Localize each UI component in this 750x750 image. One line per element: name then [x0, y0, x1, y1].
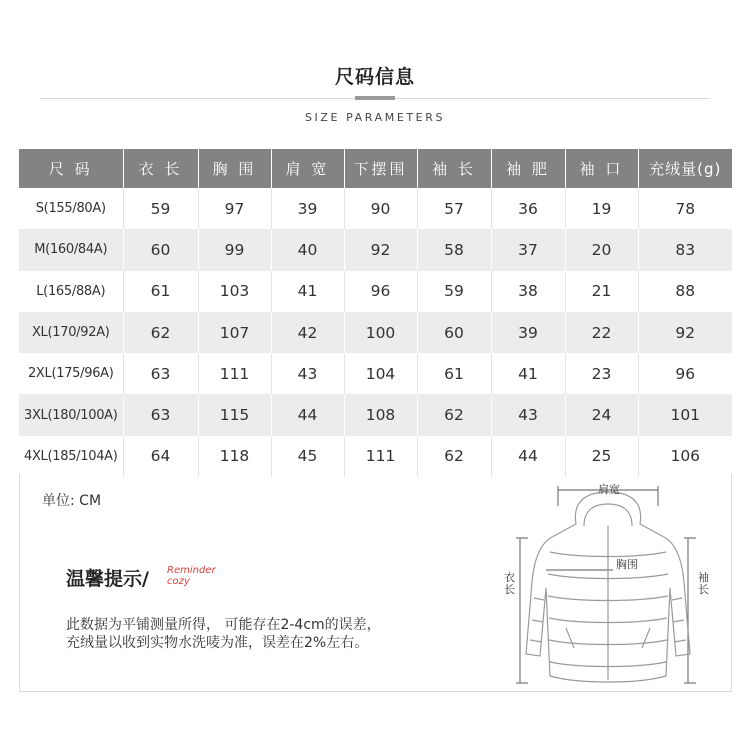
- measurement-cell: 42: [271, 312, 344, 353]
- table-body: [19, 188, 732, 477]
- table-row: [19, 353, 732, 394]
- table-row: [19, 229, 732, 270]
- measurement-cell: 41: [491, 353, 565, 394]
- table-row: [19, 312, 732, 353]
- reminder-en-line1: Reminder: [167, 565, 216, 576]
- size-cell: S(155/80A): [19, 188, 123, 229]
- measurement-cell: 107: [198, 312, 271, 353]
- measurement-cell: 20: [565, 229, 638, 270]
- measurement-cell: 92: [344, 229, 417, 270]
- column-header: 尺 码: [19, 149, 123, 188]
- measurement-cell: 115: [198, 394, 271, 435]
- size-cell: 2XL(175/96A): [19, 353, 123, 394]
- measurement-cell: 57: [417, 188, 491, 229]
- size-cell: 4XL(185/104A): [19, 436, 123, 477]
- column-header: 袖 口: [565, 149, 638, 188]
- measurement-cell: 118: [198, 436, 271, 477]
- measurement-cell: 59: [123, 188, 198, 229]
- measurement-cell: 97: [198, 188, 271, 229]
- measurement-cell: 63: [123, 394, 198, 435]
- measurement-cell: 62: [417, 436, 491, 477]
- measurement-cell: 104: [344, 353, 417, 394]
- table-row: [19, 436, 732, 477]
- reminder-en-label: [167, 565, 216, 587]
- measurement-cell: 99: [198, 229, 271, 270]
- measurement-cell: 25: [565, 436, 638, 477]
- title-divider-accent: [355, 96, 395, 100]
- measurement-cell: 96: [344, 271, 417, 312]
- measurement-cell: 111: [198, 353, 271, 394]
- reminder-note-line2: 充绒量以收到实物水洗唛为准，误差在2%左右。: [66, 635, 369, 651]
- table-row: [19, 394, 732, 435]
- table-row: [19, 271, 732, 312]
- page-title: 尺码信息: [334, 66, 415, 88]
- measurement-cell: 19: [565, 188, 638, 229]
- measurement-cell: 43: [271, 353, 344, 394]
- measurement-cell: 90: [344, 188, 417, 229]
- measurement-cell: 60: [417, 312, 491, 353]
- measurement-cell: 37: [491, 229, 565, 270]
- column-header: 肩 宽: [271, 149, 344, 188]
- length-label: 衣长: [504, 571, 515, 596]
- measurement-cell: 96: [638, 353, 732, 394]
- reminder-title: 温馨提示/: [66, 568, 149, 590]
- measurement-cell: 24: [565, 394, 638, 435]
- measurement-cell: 22: [565, 312, 638, 353]
- measurement-cell: 63: [123, 353, 198, 394]
- page-subtitle: SIZE PARAMETERS: [304, 111, 446, 124]
- measurement-cell: 39: [491, 312, 565, 353]
- measurement-cell: 36: [491, 188, 565, 229]
- measurement-cell: 58: [417, 229, 491, 270]
- measurement-cell: 41: [271, 271, 344, 312]
- measurement-cell: 100: [344, 312, 417, 353]
- column-header: 充绒量(g): [638, 149, 732, 188]
- measurement-cell: 61: [417, 353, 491, 394]
- measurement-cell: 83: [638, 229, 732, 270]
- measurement-cell: 103: [198, 271, 271, 312]
- down-jacket-icon: [488, 478, 728, 690]
- measurement-cell: 59: [417, 271, 491, 312]
- table-header-row: [19, 149, 732, 188]
- measurement-cell: 44: [271, 394, 344, 435]
- table-row: [19, 188, 732, 229]
- chest-label: 胸围: [616, 558, 638, 571]
- column-header: 袖 肥: [491, 149, 565, 188]
- measurement-diagram: [488, 478, 728, 690]
- measurement-cell: 44: [491, 436, 565, 477]
- reminder-note-line1: 此数据为平铺测量所得， 可能存在2-4cm的误差，: [66, 617, 381, 633]
- measurement-cell: 78: [638, 188, 732, 229]
- measurement-cell: 101: [638, 394, 732, 435]
- measurement-cell: 62: [123, 312, 198, 353]
- measurement-cell: 64: [123, 436, 198, 477]
- measurement-cell: 61: [123, 271, 198, 312]
- column-header: 下摆围: [344, 149, 417, 188]
- measurement-cell: 92: [638, 312, 732, 353]
- measurement-cell: 108: [344, 394, 417, 435]
- measurement-cell: 88: [638, 271, 732, 312]
- measurement-cell: 60: [123, 229, 198, 270]
- column-header: 衣 长: [123, 149, 198, 188]
- measurement-cell: 62: [417, 394, 491, 435]
- measurement-cell: 23: [565, 353, 638, 394]
- measurement-cell: 40: [271, 229, 344, 270]
- size-cell: XL(170/92A): [19, 312, 123, 353]
- column-header: 胸 围: [198, 149, 271, 188]
- measurement-cell: 21: [565, 271, 638, 312]
- measurement-cell: 45: [271, 436, 344, 477]
- measurement-cell: 39: [271, 188, 344, 229]
- unit-label: 单位: CM: [42, 493, 102, 509]
- size-cell: M(160/84A): [19, 229, 123, 270]
- size-table: [19, 149, 732, 477]
- measurement-cell: 38: [491, 271, 565, 312]
- shoulder-width-label: 肩宽: [598, 483, 620, 496]
- measurement-cell: 106: [638, 436, 732, 477]
- measurement-cell: 111: [344, 436, 417, 477]
- size-cell: 3XL(180/100A): [19, 394, 123, 435]
- column-header: 袖 长: [417, 149, 491, 188]
- measurement-cell: 43: [491, 394, 565, 435]
- sleeve-length-label: 袖长: [698, 571, 709, 596]
- reminder-en-line2: cozy: [167, 576, 190, 587]
- size-cell: L(165/88A): [19, 271, 123, 312]
